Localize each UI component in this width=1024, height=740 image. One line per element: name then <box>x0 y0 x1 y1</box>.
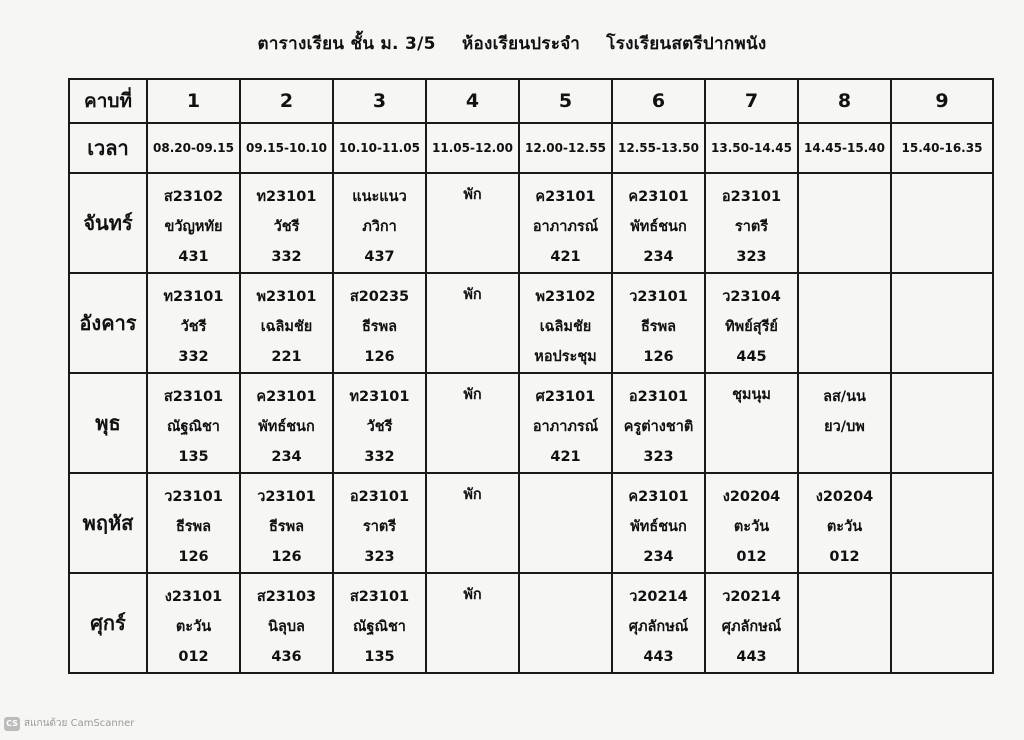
class-cell <box>705 373 798 473</box>
subject-code: พัก <box>463 587 482 603</box>
subject-code: ว20214 <box>722 589 781 605</box>
day-label: อังคาร <box>69 273 147 373</box>
day-row <box>69 173 993 273</box>
class-cell-content <box>241 174 332 272</box>
room-number: 437 <box>364 249 395 265</box>
teacher-name: ศุภลักษณ์ <box>628 619 689 635</box>
time-slot: 14.45-15.40 <box>798 123 891 173</box>
class-cell-content <box>892 374 992 382</box>
teacher-name: ณัฐณิชา <box>353 619 406 635</box>
teacher-name: เฉลิมชัย <box>539 319 592 335</box>
teacher-name: อาภาภรณ์ <box>532 419 599 435</box>
teacher-name: วัชรี <box>180 319 207 335</box>
class-cell-content <box>613 174 704 272</box>
teacher-name: ทิพย์สุรีย์ <box>725 319 778 335</box>
subject-code: ว23104 <box>722 289 781 305</box>
room-number: 126 <box>271 549 302 565</box>
empty-cell <box>519 573 612 673</box>
class-cell <box>240 373 333 473</box>
class-cell-content <box>613 474 704 572</box>
room-number: 443 <box>736 649 767 665</box>
class-cell-content <box>706 274 797 372</box>
teacher-name: วัชรี <box>366 419 393 435</box>
room-number: 221 <box>271 349 302 365</box>
subject-code: พัก <box>463 487 482 503</box>
empty-cell <box>798 273 891 373</box>
class-cell <box>240 473 333 573</box>
room-number: หอประชุม <box>534 349 597 365</box>
room-number: 234 <box>643 249 674 265</box>
teacher-name: ธีรพล <box>175 519 212 535</box>
subject-code: ว23101 <box>629 289 688 305</box>
period-number: 7 <box>705 79 798 123</box>
title-room: ห้องเรียนประจำ <box>461 34 581 54</box>
teacher-name: ธีรพล <box>640 319 677 335</box>
period-number: 2 <box>240 79 333 123</box>
day-row <box>69 473 993 573</box>
empty-cell <box>891 373 993 473</box>
class-cell-content <box>706 574 797 672</box>
subject-code: ว23101 <box>164 489 223 505</box>
class-cell <box>333 273 426 373</box>
teacher-name: พัทธ์ชนก <box>630 219 687 235</box>
room-number: 234 <box>643 549 674 565</box>
day-row <box>69 373 993 473</box>
class-cell <box>705 473 798 573</box>
subject-code: ศ23101 <box>535 389 596 405</box>
class-cell-content <box>799 574 890 582</box>
subject-code: ส23101 <box>163 389 224 405</box>
empty-cell <box>891 173 993 273</box>
class-cell-content <box>148 474 239 572</box>
room-number: 443 <box>643 649 674 665</box>
title-school: โรงเรียนสตรีปากพนัง <box>606 34 767 54</box>
teacher-name: ขวัญหทัย <box>164 219 223 235</box>
time-slot: 09.15-10.10 <box>240 123 333 173</box>
class-cell-content <box>520 374 611 472</box>
empty-cell <box>798 573 891 673</box>
teacher-name: ตะวัน <box>826 519 863 535</box>
room-number: 126 <box>364 349 395 365</box>
teacher-name: ศุภลักษณ์ <box>721 619 782 635</box>
teacher-name: ราตรี <box>362 519 397 535</box>
day-rows <box>69 173 993 673</box>
class-cell <box>426 573 519 673</box>
teacher-name: ภวิกา <box>362 219 397 235</box>
class-cell-content <box>799 374 890 442</box>
class-cell-content <box>706 374 797 410</box>
class-cell <box>798 373 891 473</box>
class-cell-content <box>892 474 992 482</box>
class-cell-content <box>520 174 611 272</box>
subject-code: อ23101 <box>628 389 689 405</box>
class-cell <box>426 473 519 573</box>
class-cell <box>426 273 519 373</box>
class-cell-content <box>148 374 239 472</box>
subject-code: พ23102 <box>535 289 596 305</box>
period-number: 8 <box>798 79 891 123</box>
class-cell-content <box>241 274 332 372</box>
teacher-name: นิลุบล <box>268 619 305 635</box>
subject-code: ชุมนุม <box>732 387 771 403</box>
class-cell-content <box>427 174 518 210</box>
class-cell <box>147 273 240 373</box>
class-cell-content <box>706 174 797 272</box>
class-cell <box>240 173 333 273</box>
class-cell-content <box>427 374 518 410</box>
teacher-name: ยว/บพ <box>824 419 865 435</box>
period-header-label: คาบที่ <box>69 79 147 123</box>
class-cell-content <box>241 574 332 672</box>
class-cell-content <box>334 574 425 672</box>
class-cell <box>333 373 426 473</box>
teacher-name: ธีรพล <box>268 519 305 535</box>
class-cell <box>612 273 705 373</box>
class-cell-content <box>241 374 332 472</box>
room-number: 126 <box>178 549 209 565</box>
class-cell <box>147 173 240 273</box>
class-cell <box>612 173 705 273</box>
subject-code: พัก <box>463 387 482 403</box>
class-cell <box>705 173 798 273</box>
subject-code: ท23101 <box>163 289 224 305</box>
class-cell <box>333 473 426 573</box>
room-number: 445 <box>736 349 767 365</box>
class-cell-content <box>613 574 704 672</box>
time-slot: 11.05-12.00 <box>426 123 519 173</box>
class-cell <box>426 173 519 273</box>
period-number: 4 <box>426 79 519 123</box>
period-number: 5 <box>519 79 612 123</box>
time-slot: 13.50-14.45 <box>705 123 798 173</box>
period-header-row <box>69 79 993 123</box>
subject-code: ส23103 <box>256 589 317 605</box>
period-number: 1 <box>147 79 240 123</box>
class-cell-content <box>427 574 518 610</box>
class-cell-content <box>148 274 239 372</box>
empty-cell <box>798 173 891 273</box>
room-number: 421 <box>550 249 581 265</box>
class-cell <box>333 173 426 273</box>
class-cell <box>612 373 705 473</box>
class-cell <box>798 473 891 573</box>
subject-code: ง20204 <box>722 489 781 505</box>
subject-code: ส20235 <box>349 289 410 305</box>
day-row <box>69 573 993 673</box>
class-cell-content <box>334 174 425 272</box>
class-cell <box>147 573 240 673</box>
day-label: พฤหัส <box>69 473 147 573</box>
room-number: 135 <box>178 449 209 465</box>
subject-code: ค23101 <box>256 389 317 405</box>
subject-code: พ23101 <box>256 289 317 305</box>
timetable <box>68 78 994 674</box>
class-cell <box>705 273 798 373</box>
room-number: 332 <box>178 349 209 365</box>
teacher-name: อาภาภรณ์ <box>532 219 599 235</box>
teacher-name: ณัฐณิชา <box>167 419 220 435</box>
teacher-name: ธีรพล <box>361 319 398 335</box>
teacher-name: พัทธ์ชนก <box>630 519 687 535</box>
class-cell-content <box>892 174 992 182</box>
room-number: 012 <box>736 549 767 565</box>
subject-code: ส23101 <box>349 589 410 605</box>
room-number: 012 <box>178 649 209 665</box>
camscanner-icon: CS <box>4 717 20 731</box>
day-row <box>69 273 993 373</box>
class-cell-content <box>520 274 611 372</box>
subject-code: ท23101 <box>349 389 410 405</box>
class-cell <box>426 373 519 473</box>
room-number: 431 <box>178 249 209 265</box>
subject-code: ท23101 <box>256 189 317 205</box>
empty-cell <box>891 573 993 673</box>
subject-code: พัก <box>463 187 482 203</box>
class-cell-content <box>799 174 890 182</box>
class-cell <box>147 473 240 573</box>
teacher-name: ราตรี <box>734 219 769 235</box>
day-label: จันทร์ <box>69 173 147 273</box>
class-cell <box>519 173 612 273</box>
time-slot: 15.40-16.35 <box>891 123 993 173</box>
page-title <box>0 30 1024 57</box>
class-cell <box>612 473 705 573</box>
class-cell <box>612 573 705 673</box>
class-cell-content <box>892 274 992 282</box>
period-number: 6 <box>612 79 705 123</box>
room-number: 135 <box>364 649 395 665</box>
subject-code: พัก <box>463 287 482 303</box>
room-number: 332 <box>364 449 395 465</box>
class-cell-content <box>427 274 518 310</box>
teacher-name: วัชรี <box>273 219 300 235</box>
teacher-name: ตะวัน <box>175 619 212 635</box>
subject-code: ว20214 <box>629 589 688 605</box>
time-slot: 12.55-13.50 <box>612 123 705 173</box>
room-number: 323 <box>643 449 674 465</box>
time-slot: 08.20-09.15 <box>147 123 240 173</box>
teacher-name: ตะวัน <box>733 519 770 535</box>
empty-cell <box>519 473 612 573</box>
class-cell <box>333 573 426 673</box>
class-cell-content <box>520 574 611 582</box>
room-number: 012 <box>829 549 860 565</box>
empty-cell <box>891 473 993 573</box>
class-cell-content <box>148 174 239 272</box>
subject-code: ส23102 <box>163 189 224 205</box>
subject-code: ลส/นน <box>823 389 866 405</box>
time-row-label: เวลา <box>69 123 147 173</box>
class-cell-content <box>520 474 611 482</box>
class-cell-content <box>334 474 425 572</box>
room-number: 323 <box>364 549 395 565</box>
class-cell <box>147 373 240 473</box>
class-cell-content <box>892 574 992 582</box>
room-number: 126 <box>643 349 674 365</box>
watermark-text: สแกนด้วย CamScanner <box>24 718 135 729</box>
teacher-name: พัทธ์ชนก <box>258 419 315 435</box>
class-cell-content <box>334 274 425 372</box>
room-number: 421 <box>550 449 581 465</box>
class-cell <box>519 373 612 473</box>
class-cell-content <box>334 374 425 472</box>
class-cell <box>519 273 612 373</box>
period-number: 3 <box>333 79 426 123</box>
class-cell-content <box>799 274 890 282</box>
subject-code: ค23101 <box>535 189 596 205</box>
room-number: 436 <box>271 649 302 665</box>
room-number: 234 <box>271 449 302 465</box>
teacher-name: ครูต่างชาติ <box>623 419 694 435</box>
empty-cell <box>891 273 993 373</box>
room-number: 323 <box>736 249 767 265</box>
day-label: ศุกร์ <box>69 573 147 673</box>
class-cell <box>240 573 333 673</box>
class-cell <box>705 573 798 673</box>
subject-code: แนะแนว <box>352 189 407 205</box>
class-cell-content <box>613 374 704 472</box>
class-cell <box>240 273 333 373</box>
class-cell-content <box>706 474 797 572</box>
class-cell-content <box>613 274 704 372</box>
subject-code: ค23101 <box>628 489 689 505</box>
title-class: ตารางเรียน ชั้น ม. 3/5 <box>257 34 436 54</box>
subject-code: ค23101 <box>628 189 689 205</box>
teacher-name: เฉลิมชัย <box>260 319 313 335</box>
class-cell-content <box>241 474 332 572</box>
time-slot: 12.00-12.55 <box>519 123 612 173</box>
subject-code: ง20204 <box>815 489 874 505</box>
day-label: พุธ <box>69 373 147 473</box>
scanner-watermark <box>4 716 134 731</box>
time-row <box>69 123 993 173</box>
subject-code: อ23101 <box>721 189 782 205</box>
class-cell-content <box>799 474 890 572</box>
time-slot: 10.10-11.05 <box>333 123 426 173</box>
subject-code: อ23101 <box>349 489 410 505</box>
class-cell-content <box>148 574 239 672</box>
period-number: 9 <box>891 79 993 123</box>
subject-code: ง23101 <box>164 589 223 605</box>
room-number: 332 <box>271 249 302 265</box>
class-cell-content <box>427 474 518 510</box>
subject-code: ว23101 <box>257 489 316 505</box>
